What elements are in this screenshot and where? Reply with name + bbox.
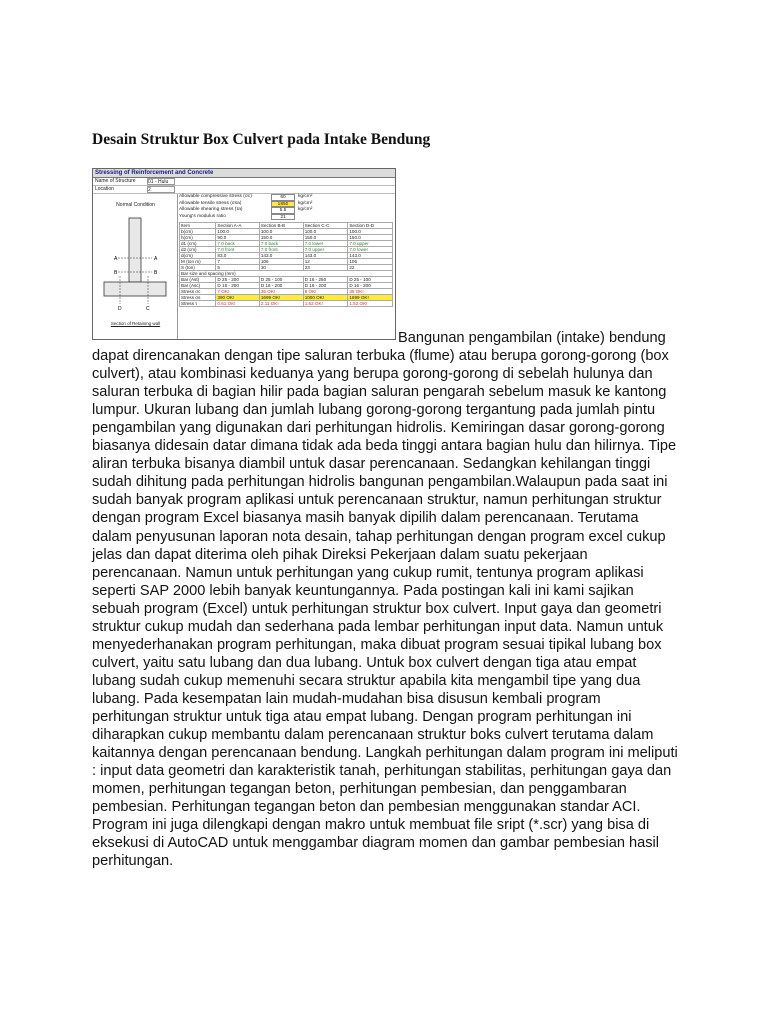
table-row: d1 (cm) 7.0 back 7.0 back 7.0 lower 7.0 upper [180, 241, 393, 247]
allow-row: Allowable shearing stress (τa) 5.5 kg/cm² [179, 207, 313, 213]
figure-name-row [93, 178, 395, 186]
table-row: Bar (Asc) D 16 - 200 D 16 - 200 D 16 - 200 D 16 - 200 [180, 283, 393, 289]
figure-location-value: 2 [147, 186, 175, 193]
table-row: M (ton m) 7 106 12 106 [180, 259, 393, 265]
allow-row: Allowable compressive stress (σc) 60 kg/cm² [179, 194, 313, 200]
table-row: Stress σs 390 OK! 1699 OK! 1000 OK! 1699 OK! [180, 295, 393, 301]
allowable-stress-list [179, 194, 393, 220]
document-body [92, 170, 678, 870]
table-row: S (ton) 5 30 23 22 [180, 265, 393, 271]
figure-name-value: 01 - Hulu [147, 178, 175, 185]
table-header-row: Item Section A-A Section B-B Section C-C Section D-D [180, 223, 393, 229]
body-paragraph: Bangunan pengambilan (intake) bendung dapat direncanakan dengan tipe saluran terbuka (flume) atau berupa gorong-gorong (box culvert), atau kombinasi keduanya yang berupa gorong-gorong di sebelah hulunya dan saluran terbuka di bagian hilir pada bagian saluran pengarah sebelum masuk ke kantong lumpur. Ukuran lubang dan jumlah lubang gorong-gorong tergantung pada jumlah pintu pengambilan yang digunakan dari perhitungan hidrolis. Kemiringan dasar gorong-gorong biasanya didesain datar dimana tidak ada beda tinggi antara bagian hulu dan hilirnya. Tipe aliran terbuka bisanya diambil untuk dasar perencanaan. Sedangkan kehilangan tinggi sudah dihitung pada perhitungan hidrolis bangunan pengambilan.Walaupun pada saat ini sudah banyak program aplikasi untuk perencanaan struktur, namun perhitungan struktur dengan program Excel biasanya masih banyak dipilih dalam perencanaan. Terutama dalam penyusunan laporan nota desain, tahap perhitungan dengan program excel cukup jelas dan dapat diterima oleh pihak Direksi Pekerjaan dalam suatu pekerjaan perencanaan. Namun untuk perhitungan yang cukup rumit, tentunya program aplikasi seperti SAP 2000 lebih banyak keuntungannya. Pada postingan kali ini kami sajikan sebuah program (Excel) untuk perhitungan struktur box culvert. Input gaya dan geometri struktur cukup mudah dan sederhana pada lembar perhitungan input data. Namun untuk menyederhanakan program perhitungan, maka dibuat program sesuai tipikal lubang box culvert, yaitu satu lubang dan dua lubang. Untuk box culvert dengan tiga atau empat lubang sudah cukup memenuhi secara struktur apabila kita mengambil tipe yang dua lubang. Pada kesempatan lain mudah-mudahan bisa disusun kembali program perhitungan struktur untuk tiga atau empat lubang. Dengan program perhitungan ini diharapkan cukup membantu dalam perencanaan struktur boks culvert terutama dalam kaitannya dengan perencanaan bendung. Langkah perhitungan dalam program ini meliputi : input data geometri dan karakteristik tanah, perhitungan stabilitas, perhitungan gaya dan momen, perhitungan tegangan beton, perhitungan pembesian, dan penggambaran pembesian. Perhitungan tegangan beton dan pembesian menggunakan standar ACI. Program ini juga dilengkapi dengan makro untuk membuat file sript (*.scr) yang bisa di eksekusi di AutoCAD untuk menggambar diagram momen dan gambar pembesian hasil perhitungan. [92, 330, 678, 870]
figure-location-row [93, 186, 395, 194]
table-row: Stress σc 7 OK! 35 OK! 8 OK! 35 OK! [180, 289, 393, 295]
figure-header: Stressing of Reinforcement and Concrete [93, 169, 395, 178]
figure-left-footer: Section of Retaining wall [110, 320, 161, 326]
allow-row: Young's modulus ratio 21 [179, 214, 393, 221]
table-row: d2 (cm) 7.0 front 7.0 front 7.0 upper 7.0 lower [180, 247, 393, 253]
stress-table-figure [92, 168, 396, 340]
table-row: Stress τ 0.61 OK! 2.11 OK! 1.62 OK! 1.52 OK! [180, 301, 393, 307]
svg-text:A: A [154, 256, 158, 263]
table-row: h(cm) 90.0 150.0 150.0 150.0 [180, 235, 393, 241]
allow-row: Allowable tensile stress (σsa) 1850 kg/cm² [179, 200, 313, 207]
figure-name-label: Name of Structure [95, 178, 136, 184]
document-title: Desain Struktur Box Culvert pada Intake Bendung [92, 131, 431, 148]
figure-calc-area [179, 194, 393, 339]
table-row: b(cm) 100.0 100.0 100.0 100.0 [180, 229, 393, 235]
svg-text:B: B [154, 270, 158, 277]
svg-text:D: D [118, 306, 122, 313]
svg-text:B: B [114, 270, 118, 277]
section-table [179, 222, 393, 307]
bar-label-row: Bar size and spacing (mm) [180, 271, 393, 277]
table-row: d(cm) 83.0 143.0 143.0 143.0 [180, 253, 393, 259]
figure-location-label: Location [95, 186, 114, 192]
table-row: Bar (Ast) D 25 - 200 D 25 - 100 D 16 - 250 D 25 - 100 [180, 277, 393, 283]
figure-section-drawing [94, 194, 178, 339]
svg-text:A: A [114, 256, 118, 263]
figure-left-label: Normal Condition [116, 202, 155, 208]
svg-text:C: C [146, 306, 150, 313]
